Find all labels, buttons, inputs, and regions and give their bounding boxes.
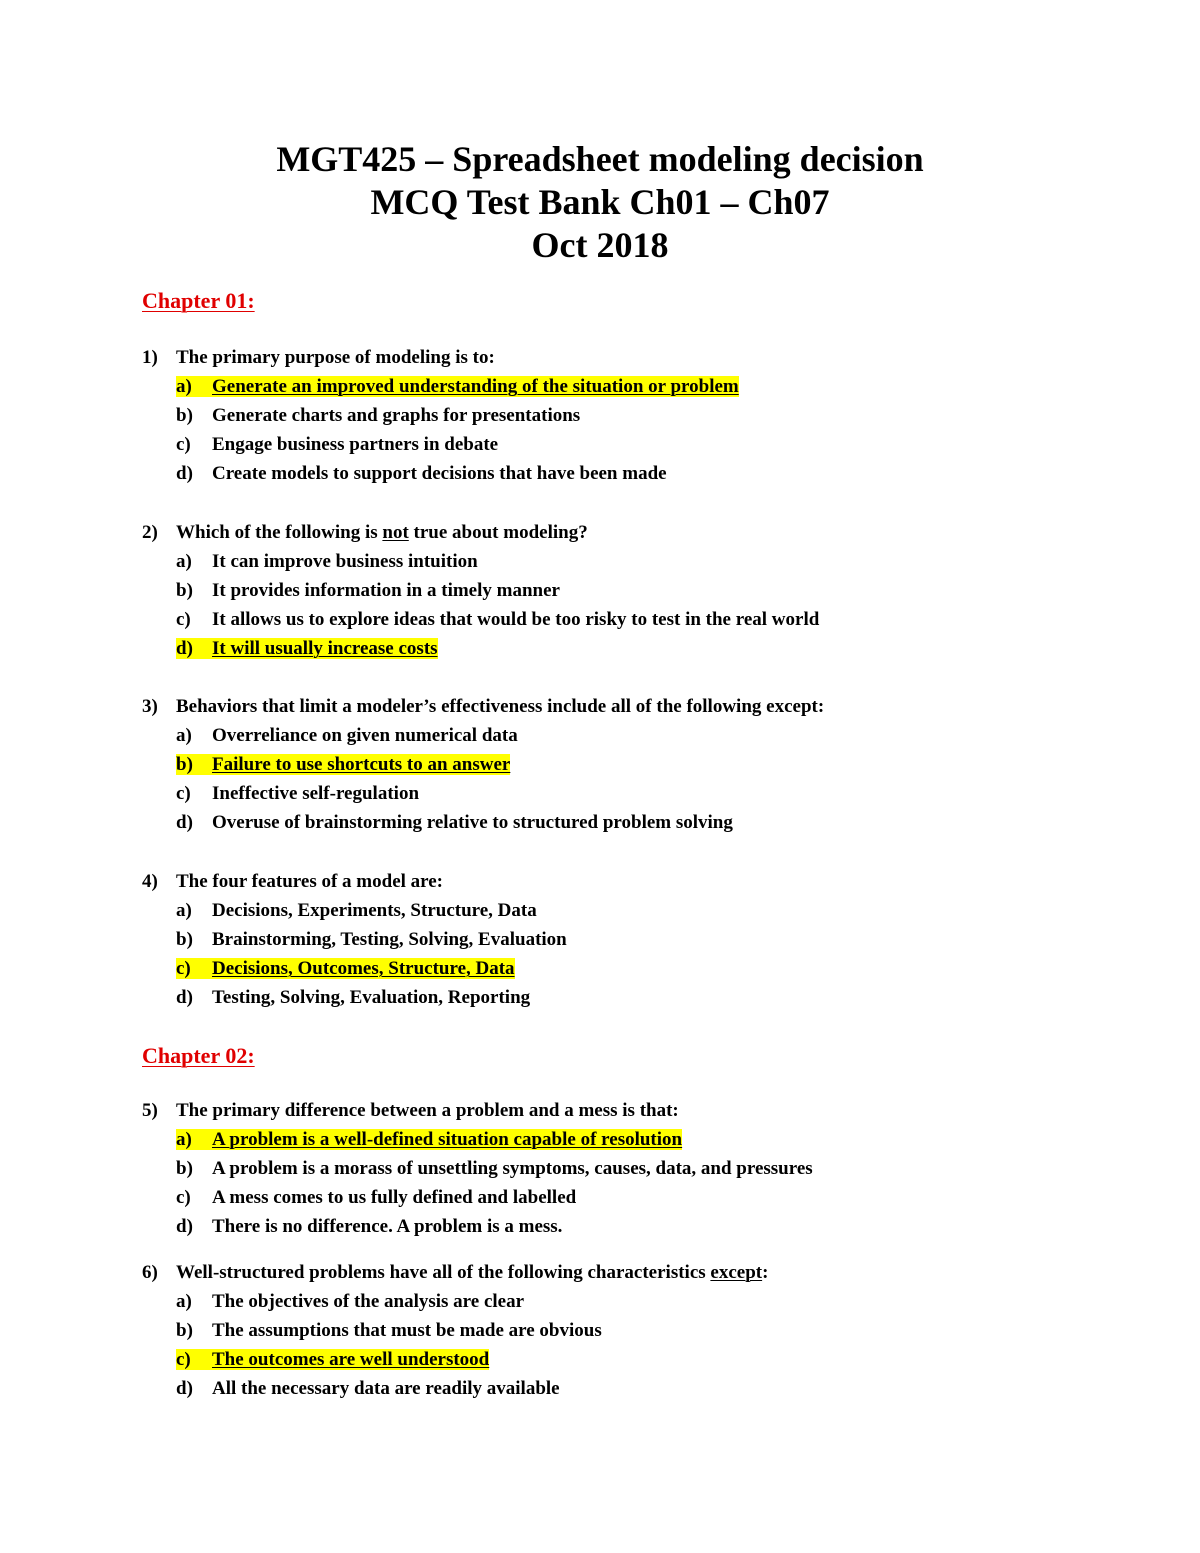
answer-option-c [142, 779, 1140, 808]
option-letter: b) [176, 580, 193, 601]
answer-option-c [142, 430, 1140, 459]
answer-option-d [142, 1374, 1140, 1403]
question-5 [142, 1096, 1140, 1241]
question-text: The four features of a model are: [176, 871, 444, 892]
answer-option-d [142, 459, 1140, 488]
chapter-heading-01: Chapter 01: [142, 288, 255, 313]
option-letter: b) [176, 1158, 193, 1179]
question-3 [142, 692, 1140, 837]
option-letter: c) [176, 783, 191, 804]
option-letter: b) [176, 1320, 193, 1341]
option-letter: c) [176, 434, 191, 455]
answer-option-a [142, 372, 1140, 401]
option-text: It provides information in a timely manner [212, 580, 560, 601]
question-stem [142, 1258, 1140, 1287]
option-letter: d) [176, 638, 193, 659]
option-text: Engage business partners in debate [212, 434, 499, 455]
highlighted-correct-answer [176, 376, 739, 397]
highlighted-correct-answer [176, 1349, 489, 1370]
answer-option-c [142, 954, 1140, 983]
option-letter: b) [176, 754, 193, 775]
answer-option-a [142, 896, 1140, 925]
option-letter: b) [176, 929, 193, 950]
question-number: 6) [142, 1262, 158, 1283]
answer-option-a [142, 721, 1140, 750]
question-stem [142, 343, 1140, 372]
option-text: It can improve business intuition [212, 551, 478, 572]
answer-option-b [142, 925, 1140, 954]
question-number: 2) [142, 522, 158, 543]
option-letter: c) [176, 1187, 191, 1208]
option-letter: d) [176, 987, 193, 1008]
question-2 [142, 518, 1140, 663]
title-line-testbank: MCQ Test Bank Ch01 – Ch07 [370, 182, 830, 222]
option-text: Ineffective self-regulation [212, 783, 420, 804]
option-letter: a) [176, 551, 192, 572]
highlighted-correct-answer [176, 1129, 682, 1150]
option-text: It will usually increase costs [212, 638, 438, 659]
option-letter: c) [176, 958, 191, 979]
option-text: Create models to support decisions that have been made [212, 463, 667, 484]
option-letter: a) [176, 725, 192, 746]
option-text: The assumptions that must be made are obvious [212, 1320, 602, 1341]
title-line-date: Oct 2018 [531, 225, 669, 265]
option-text: Overreliance on given numerical data [212, 725, 518, 746]
question-emphasis: not [382, 522, 409, 543]
question-text-start: Well-structured problems have all of the following characteristics [176, 1262, 711, 1283]
question-text-end: : [762, 1262, 769, 1283]
answer-option-a [142, 547, 1140, 576]
question-1 [142, 343, 1140, 488]
option-text: Decisions, Experiments, Structure, Data [212, 900, 537, 921]
option-text: The outcomes are well understood [212, 1349, 490, 1370]
option-letter: d) [176, 463, 193, 484]
answer-option-b [142, 750, 1140, 779]
option-text: A problem is a well-defined situation capable of resolution [212, 1129, 683, 1150]
question-stem [142, 692, 1140, 721]
option-letter: a) [176, 900, 192, 921]
answer-option-b [142, 1316, 1140, 1345]
option-text: There is no difference. A problem is a mess. [212, 1216, 563, 1237]
option-text: A mess comes to us fully defined and labelled [212, 1187, 577, 1208]
option-text: It allows us to explore ideas that would be too risky to test in the real world [212, 609, 820, 630]
highlighted-correct-answer [176, 958, 515, 979]
question-4 [142, 867, 1140, 1012]
answer-option-b [142, 1154, 1140, 1183]
answer-option-b [142, 401, 1140, 430]
question-stem [142, 1096, 1140, 1125]
document-title [0, 138, 1200, 267]
option-letter: a) [176, 1129, 192, 1150]
option-letter: b) [176, 405, 193, 426]
answer-option-c [142, 1345, 1140, 1374]
answer-option-c [142, 1183, 1140, 1212]
question-number: 5) [142, 1100, 158, 1121]
option-letter: c) [176, 1349, 191, 1370]
question-text-end: true about modeling? [408, 522, 588, 543]
option-text: Overuse of brainstorming relative to structured problem solving [212, 812, 733, 833]
question-6 [142, 1258, 1140, 1403]
question-number: 3) [142, 696, 158, 717]
option-letter: d) [176, 812, 193, 833]
option-letter: d) [176, 1378, 193, 1399]
answer-option-b [142, 576, 1140, 605]
question-text-start: Which of the following is [176, 522, 383, 543]
chapter-heading-02: Chapter 02: [142, 1043, 255, 1068]
question-emphasis: except [710, 1262, 763, 1283]
option-text: The objectives of the analysis are clear [212, 1291, 525, 1312]
answer-option-c [142, 605, 1140, 634]
option-text: Decisions, Outcomes, Structure, Data [212, 958, 515, 979]
option-text: Generate charts and graphs for presentations [212, 405, 581, 426]
option-text: Testing, Solving, Evaluation, Reporting [212, 987, 531, 1008]
answer-option-d [142, 983, 1140, 1012]
answer-option-a [142, 1287, 1140, 1316]
answer-option-d [142, 808, 1140, 837]
highlighted-correct-answer [176, 638, 438, 659]
answer-option-d [142, 1212, 1140, 1241]
answer-option-a [142, 1125, 1140, 1154]
option-text: A problem is a morass of unsettling symptoms, causes, data, and pressures [212, 1158, 813, 1179]
option-letter: c) [176, 609, 191, 630]
option-text: All the necessary data are readily available [212, 1378, 560, 1399]
question-text: The primary difference between a problem and a mess is that: [176, 1100, 679, 1121]
option-letter: a) [176, 1291, 192, 1312]
title-line-course: MGT425 – Spreadsheet modeling decision [276, 139, 924, 179]
option-text: Failure to use shortcuts to an answer [212, 754, 511, 775]
question-text: The primary purpose of modeling is to: [176, 347, 495, 368]
answer-option-d [142, 634, 1140, 663]
question-number: 4) [142, 871, 158, 892]
option-text: Generate an improved understanding of the situation or problem [212, 376, 739, 397]
question-text: Behaviors that limit a modeler’s effectiveness include all of the following except: [176, 696, 825, 717]
option-letter: d) [176, 1216, 193, 1237]
option-letter: a) [176, 376, 192, 397]
option-text: Brainstorming, Testing, Solving, Evaluation [212, 929, 567, 950]
question-number: 1) [142, 347, 158, 368]
question-stem [142, 518, 1140, 547]
question-stem [142, 867, 1140, 896]
highlighted-correct-answer [176, 754, 510, 775]
